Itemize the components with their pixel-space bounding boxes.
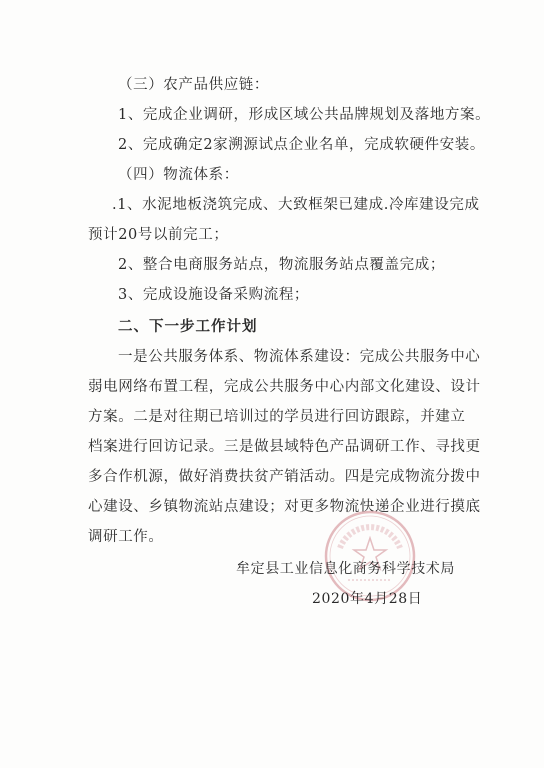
section4-item-1-line-2: 预计20号以前完工； <box>88 227 229 243</box>
section4-title: （四）物流体系： <box>118 167 239 183</box>
signature-organization: 牟定县工业信息化商务科学技术局 <box>236 561 455 577</box>
plan-line: 档案进行回访记录。三是做县域特色产品调研工作、寻找更 <box>88 439 481 455</box>
plan-line: 一是公共服务体系、物流体系建设：完成公共服务中心 <box>118 349 481 365</box>
plan-line: 心建设、乡镇物流站点建设；对更多物流快递企业进行摸底 <box>88 499 481 515</box>
section3-item-1: 1、完成企业调研，形成区域公共品牌规划及落地方案。 <box>118 107 491 123</box>
plan-line: 弱电网络布置工程，完成公共服务中心内部文化建设、设计 <box>88 379 481 395</box>
section4-item-1-line-1: .1、水泥地板浇筑完成、大致框架已建成.冷库建设完成 <box>112 197 480 213</box>
signature-date: 2020年4月28日 <box>312 591 423 607</box>
section4-item-3: 3、完成设施设备采购流程； <box>118 287 310 303</box>
section3-item-2: 2、完成确定2家溯源试点企业名单，完成软硬件安装。 <box>118 137 485 153</box>
plan-line: 方案。二是对往期已培训过的学员进行回访跟踪，并建立 <box>88 409 466 425</box>
plan-line: 调研工作。 <box>88 529 164 545</box>
plan-line: 多合作机源，做好消费扶贫产销活动。四是完成物流分拨中 <box>88 469 481 485</box>
section4-item-2: 2、整合电商服务站点，物流服务站点覆盖完成； <box>118 257 445 273</box>
next-plan-heading: 二、下一步工作计划 <box>118 318 258 335</box>
section3-title: （三）农产品供应链： <box>118 77 269 93</box>
